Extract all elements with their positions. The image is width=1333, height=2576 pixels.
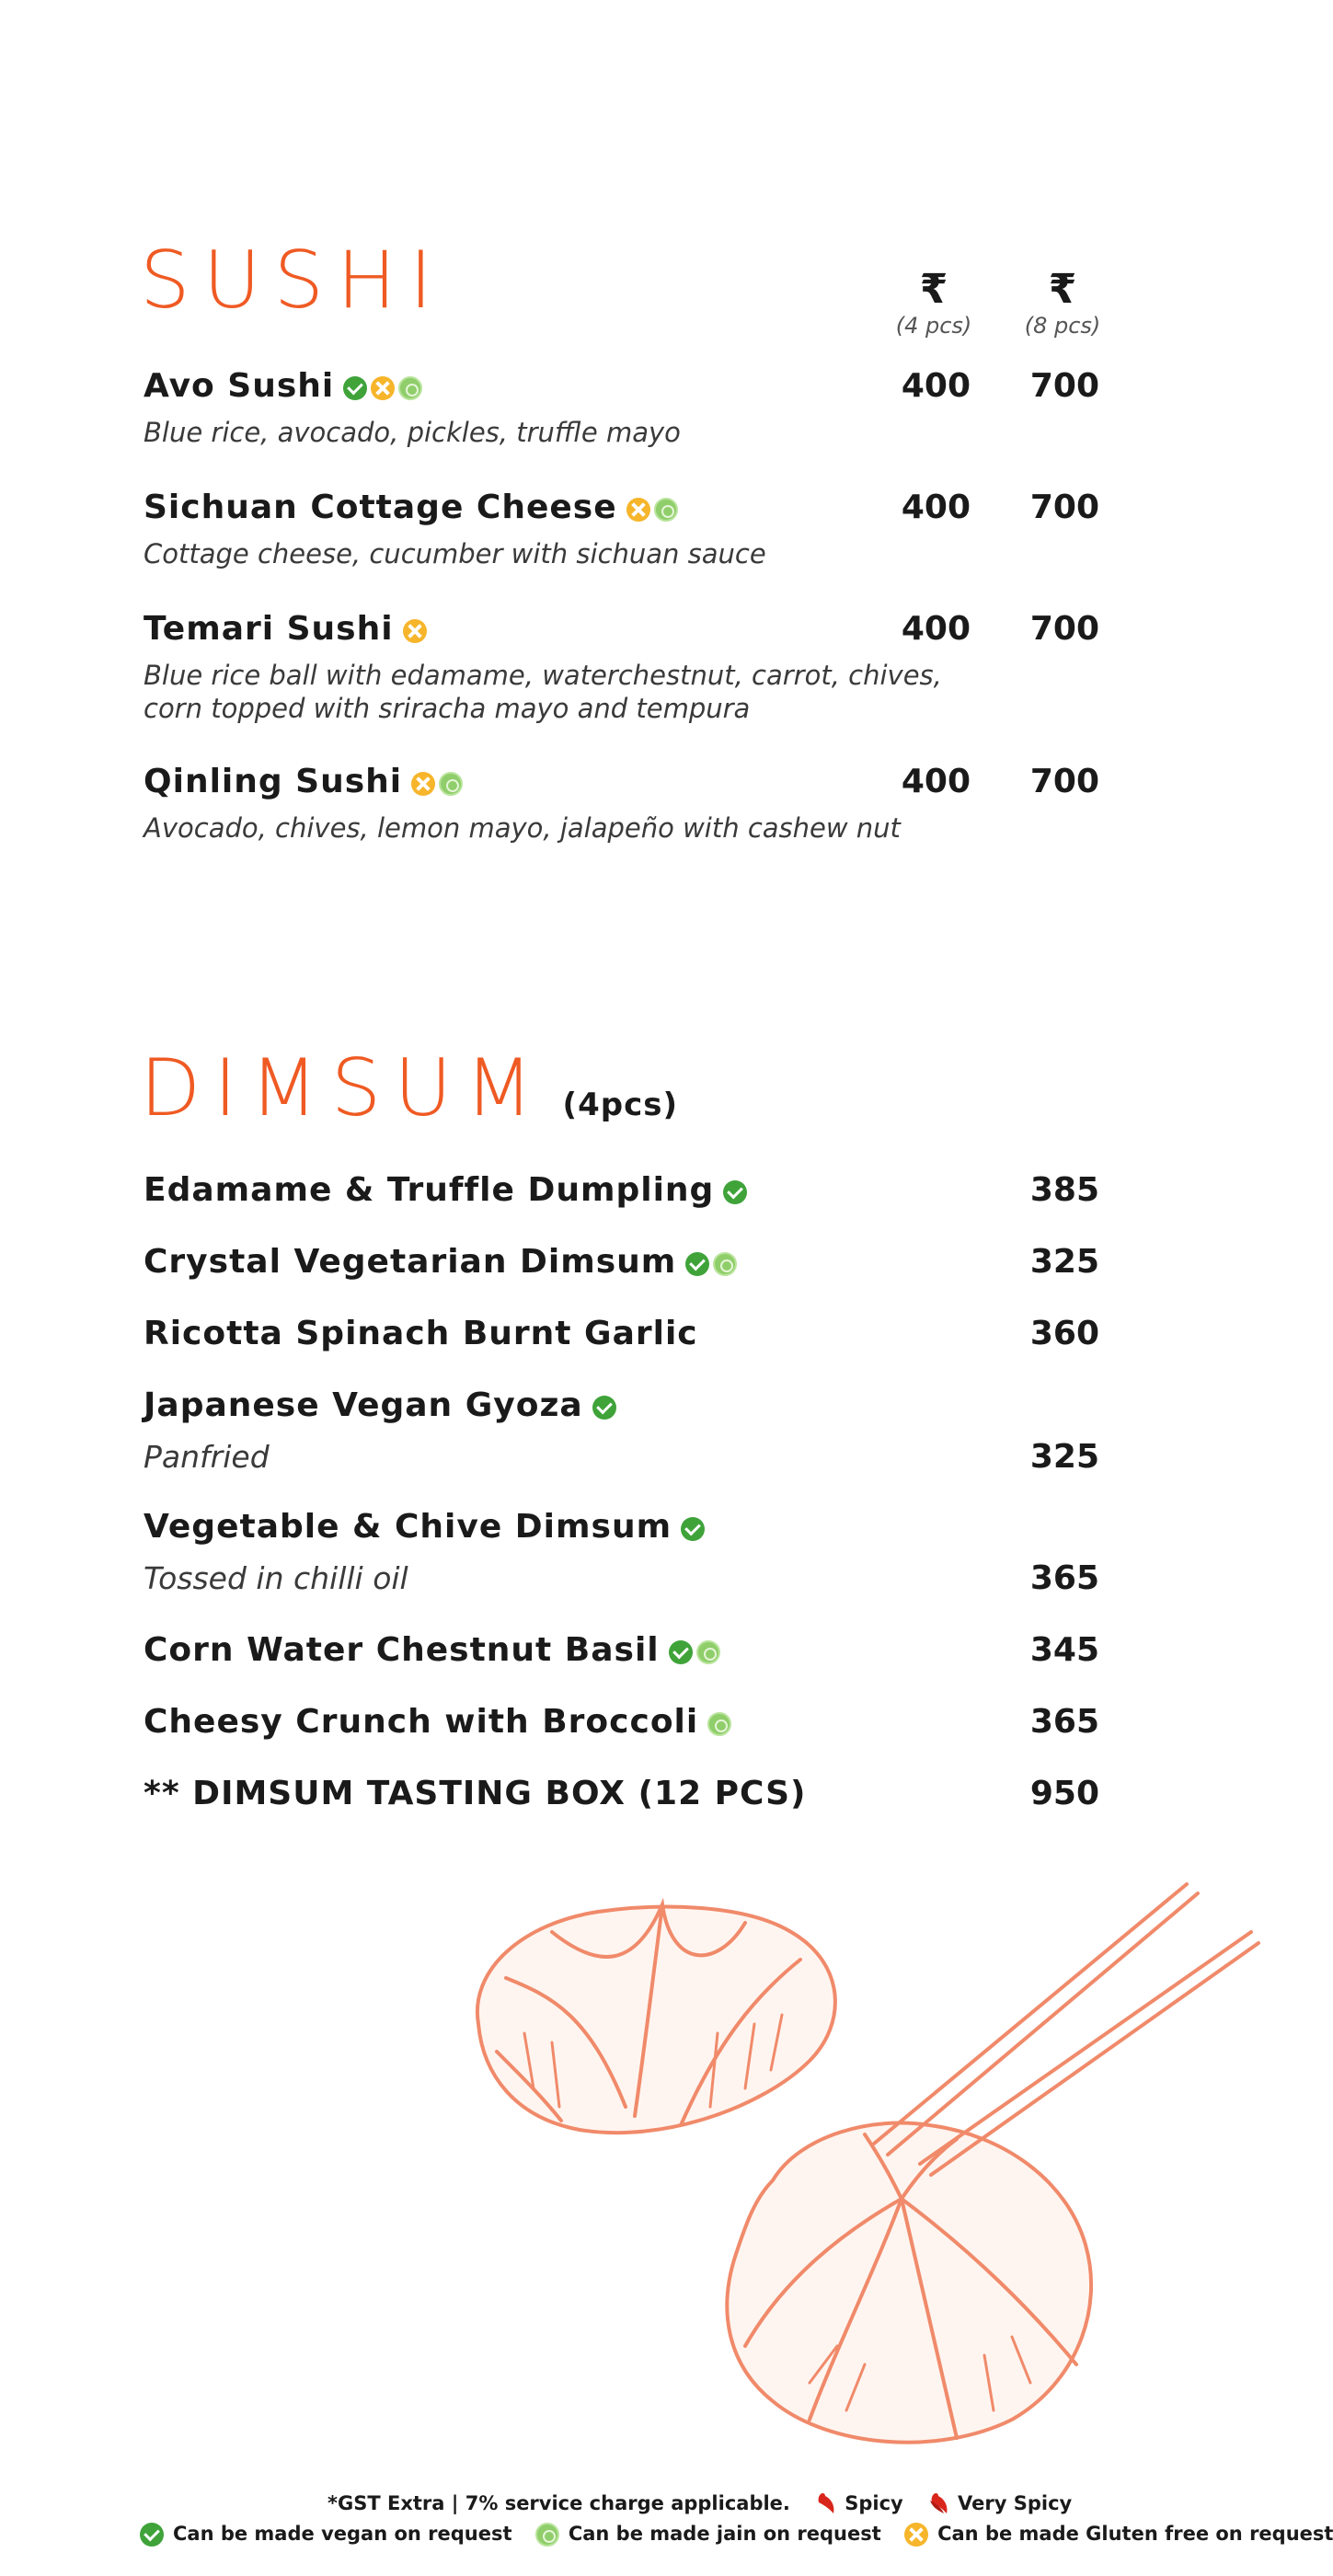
price-8pcs: 700 (1029, 610, 1099, 648)
item-description: Tossed in chilli oil (144, 1560, 408, 1596)
dimsum-item-cheesy (144, 1702, 735, 1743)
item-description-line2: corn topped with sriracha mayo and tempura (144, 693, 751, 724)
gluten-free-icon (626, 498, 650, 522)
dimsum-item-crystal (144, 1242, 741, 1283)
gluten-free-icon (904, 2523, 928, 2547)
gst-note: *GST Extra | 7% service charge applicable. (328, 2492, 790, 2514)
spicy-label: Spicy (845, 2492, 903, 2514)
dimsum-price: 385 (1029, 1171, 1099, 1209)
item-description: Avocado, chives, lemon mayo, jalapeño with cashew nut (144, 812, 901, 844)
jain-icon (707, 1712, 731, 1736)
dimsum-price: 325 (1029, 1438, 1099, 1476)
price-4pcs: 400 (901, 763, 971, 800)
footer-row-1 (328, 2491, 1072, 2517)
very-spicy-label: Very Spicy (958, 2492, 1073, 2514)
price-8pcs: 700 (1029, 489, 1099, 526)
item-description: Panfried (144, 1439, 270, 1475)
item-name: Vegetable & Chive Dimsum (144, 1508, 672, 1546)
dimsum-price: 365 (1029, 1703, 1099, 1741)
jain-icon (654, 498, 678, 522)
vegan-icon (343, 376, 367, 400)
vegan-icon (669, 1640, 693, 1664)
pcs-label: (8 pcs) (1024, 313, 1101, 339)
dimsum-item-gyoza (144, 1386, 620, 1427)
vegan-icon (681, 1517, 705, 1541)
jain-legend: Can be made jain on request (568, 2523, 881, 2545)
item-name: Japanese Vegan Gyoza (144, 1386, 583, 1424)
item-description: Blue rice ball with edamame, waterchestnut, carrot, chives, (144, 660, 942, 691)
dimsum-price: 365 (1029, 1559, 1099, 1597)
price-4pcs: 400 (901, 489, 971, 526)
jain-icon (713, 1252, 737, 1276)
price-8pcs: 700 (1029, 367, 1099, 405)
vegan-legend: Can be made vegan on request (173, 2523, 512, 2545)
dimsum-subtitle: (4pcs) (562, 1087, 678, 1123)
dimsum-item-ricotta (144, 1314, 698, 1354)
gluten-free-icon (411, 772, 435, 796)
vegan-icon (685, 1252, 709, 1276)
gluten-free-icon (403, 619, 427, 643)
item-name: Edamame & Truffle Dumpling (144, 1171, 715, 1209)
price-header-4pcs (879, 267, 989, 339)
chili-icon (815, 2491, 839, 2517)
vegan-icon (723, 1180, 747, 1204)
rupee-symbol: ₹ (1048, 266, 1077, 313)
pcs-label: (4 pcs) (895, 313, 972, 339)
footer-row-2 (140, 2523, 1333, 2547)
item-name: Ricotta Spinach Burnt Garlic (144, 1315, 698, 1352)
item-name: Qinling Sushi (144, 763, 403, 800)
jain-icon (398, 376, 422, 400)
sushi-title: SUSHI (140, 235, 446, 327)
item-name: Crystal Vegetarian Dimsum (144, 1243, 677, 1281)
item-description: Blue rice, avocado, pickles, truffle mayo (144, 417, 681, 448)
item-name: Temari Sushi (144, 610, 394, 648)
dimsum-price: 360 (1029, 1315, 1099, 1352)
dimsum-item-corn (144, 1630, 724, 1672)
jain-icon (696, 1640, 720, 1664)
dimsum-price: 345 (1029, 1631, 1099, 1669)
dimsum-title-text: DIMSUM (140, 1042, 546, 1134)
dimsum-item-edamame (144, 1170, 751, 1212)
gluten-free-icon (371, 376, 395, 400)
item-name: Avo Sushi (144, 367, 335, 405)
dimsum-tasting-box (144, 1774, 807, 1814)
vegan-icon (592, 1396, 616, 1420)
price-header-8pcs (1007, 267, 1118, 339)
price-8pcs: 700 (1029, 763, 1099, 800)
dimsum-title (140, 1042, 678, 1134)
dimsum-price: 950 (1029, 1775, 1099, 1812)
item-name: Corn Water Chestnut Basil (144, 1631, 660, 1669)
gluten-legend: Can be made Gluten free on request (937, 2523, 1333, 2545)
dimsum-item-vegetable-chive (144, 1507, 708, 1548)
price-4pcs: 400 (901, 367, 971, 405)
vegan-icon (140, 2523, 164, 2547)
dimsum-price: 325 (1029, 1243, 1099, 1281)
double-chili-icon (928, 2491, 952, 2517)
jain-icon (535, 2523, 559, 2547)
item-description: Cottage cheese, cucumber with sichuan sauce (144, 538, 766, 569)
rupee-symbol: ₹ (919, 266, 948, 313)
item-name: Cheesy Crunch with Broccoli (144, 1703, 699, 1741)
item-name: ** DIMSUM TASTING BOX (12 PCS) (144, 1775, 807, 1812)
dimsum-chopsticks-illustration (442, 1868, 1270, 2475)
item-name: Sichuan Cottage Cheese (144, 489, 617, 526)
price-4pcs: 400 (901, 610, 971, 648)
jain-icon (439, 772, 463, 796)
